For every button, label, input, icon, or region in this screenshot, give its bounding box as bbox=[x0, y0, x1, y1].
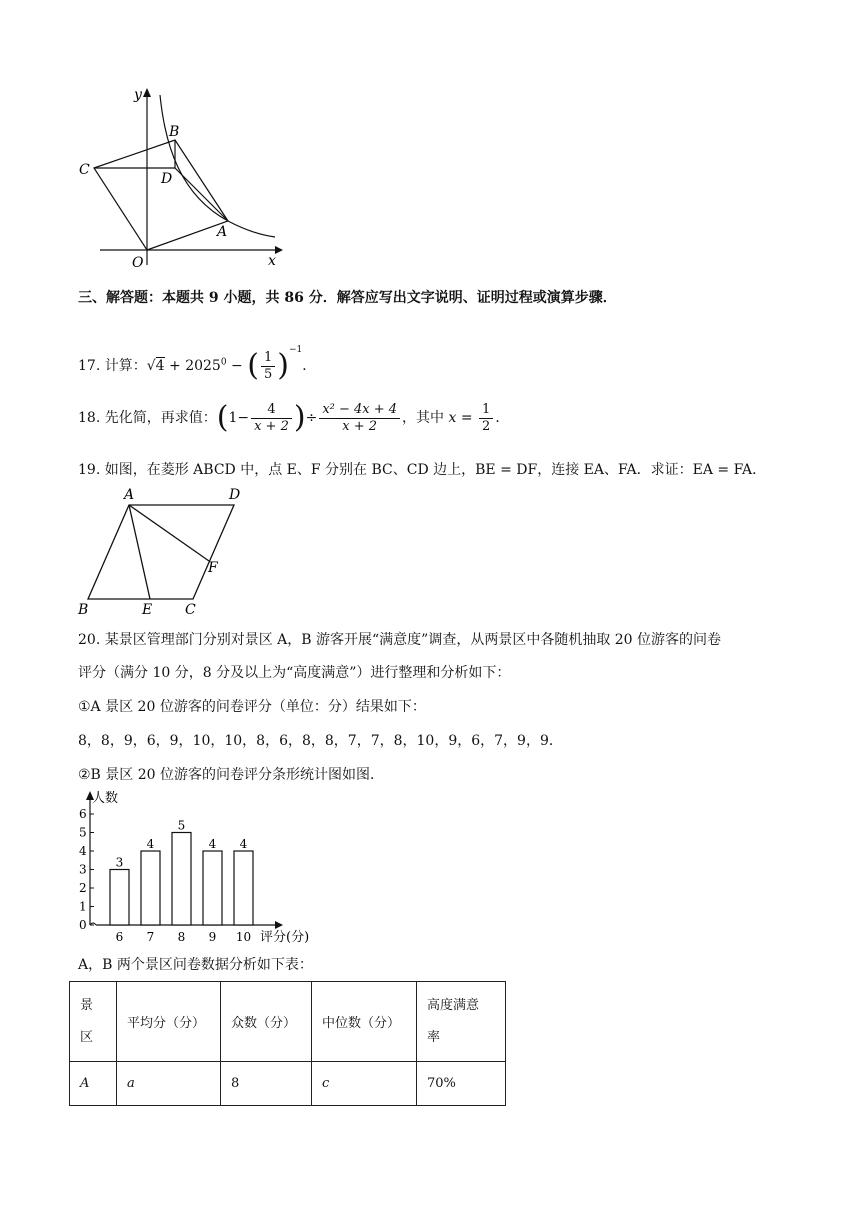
table-cell: 8 bbox=[221, 1062, 312, 1106]
y-tick-label: 4 bbox=[79, 844, 87, 858]
header-cell: 景区 bbox=[70, 982, 117, 1062]
question-20-line2: 评分（满分 10 分，8 分及以上为“高度满意”）进行整理和分析如下： bbox=[78, 665, 511, 681]
hyperbola-curve bbox=[160, 95, 275, 237]
header-cell: 高度满意率 bbox=[417, 982, 506, 1062]
segment-DA bbox=[175, 168, 228, 221]
q20-scores: 8，8，9，6，9，10，10，8，6，8，8，7，7，8，10，9，6，7，9，9． bbox=[78, 733, 563, 749]
fraction: $\frac{\text{x² − 4x + 4}}{x + 2}$ bbox=[319, 402, 400, 435]
chart-x-axis-arrow bbox=[275, 921, 283, 929]
header-cell: 中位数（分） bbox=[312, 982, 417, 1062]
x-tick-label: 6 bbox=[115, 930, 124, 944]
label-E: E bbox=[142, 602, 153, 618]
function-graph-figure bbox=[70, 85, 290, 275]
label-O: O bbox=[132, 255, 144, 271]
q20-item2: ②B 景区 20 位游客的问卷评分条形统计图如图． bbox=[78, 767, 385, 783]
bar-data-label: 4 bbox=[208, 837, 217, 851]
stats-table bbox=[69, 981, 506, 1106]
rhombus-ABCD bbox=[88, 505, 234, 599]
x-axis-title: 评分(分) bbox=[260, 930, 310, 945]
header-cell: 平均分（分） bbox=[117, 982, 221, 1062]
question-17: 17. 计算：$√4 + 2025^0$ − ( $\frac{1}{5}$ )$^{-1}$． bbox=[78, 345, 317, 383]
y-tick-label: 1 bbox=[79, 899, 87, 914]
sqrt-sign: √ bbox=[146, 358, 156, 374]
y-tick-label: 5 bbox=[79, 825, 87, 840]
y-tick-label: 3 bbox=[79, 862, 87, 877]
table-cell: A bbox=[70, 1062, 117, 1106]
label-B: B bbox=[169, 124, 180, 140]
bar bbox=[172, 833, 191, 926]
bar bbox=[203, 851, 222, 925]
rhombus-figure bbox=[72, 484, 262, 619]
header-cell: 众数（分） bbox=[221, 982, 312, 1062]
x-tick-label: 7 bbox=[146, 930, 155, 944]
table-header-row bbox=[70, 982, 506, 1062]
table-row bbox=[70, 1062, 506, 1106]
y-tick-label: 0 bbox=[79, 918, 87, 932]
fraction: $\frac{1}{5}$ bbox=[261, 350, 275, 383]
bar-data-label: 5 bbox=[177, 818, 186, 833]
table-intro: A，B 两个景区问卷数据分析如下表： bbox=[78, 957, 313, 973]
label-B: B bbox=[78, 602, 89, 618]
rhombus-OABC bbox=[94, 140, 228, 250]
label-D: D bbox=[161, 171, 173, 187]
y-axis-arrow bbox=[143, 88, 151, 97]
label-x: x bbox=[268, 253, 276, 269]
bar-data-label: 4 bbox=[239, 837, 248, 851]
bar-data-label: 3 bbox=[115, 855, 124, 870]
x-tick-label: 10 bbox=[235, 930, 252, 944]
label-y: y bbox=[134, 87, 142, 103]
bar bbox=[234, 851, 253, 925]
q20-item1: ①A 景区 20 位游客的问卷评分（单位：分）结果如下： bbox=[78, 699, 426, 715]
y-tick-label: 6 bbox=[79, 807, 87, 821]
bar bbox=[141, 851, 160, 925]
label-A: A bbox=[217, 224, 228, 240]
fraction: $\frac{1}{2}$ bbox=[479, 402, 493, 435]
question-18: 18. 先化简，再求值：(1− $\frac{4}{x + 2}$ )÷ $\frac{\text{x² − 4x + 4}}{x + 2}$ ，其中 x = $\frac{1}{2}$ ． bbox=[78, 400, 510, 435]
question-19: 19. 如图，在菱形 ABCD 中，点 E、F 分别在 BC、CD 边上，BE = DF，连接 EA、FA．求证：EA = FA． bbox=[78, 462, 767, 478]
fraction: $\frac{4}{x + 2}$ bbox=[251, 402, 292, 435]
y-tick-label: 2 bbox=[79, 881, 87, 895]
section-title: 三、解答题：本题共 9 小题，共 86 分．解答应写出文字说明、证明过程或演算步骤． bbox=[78, 290, 617, 306]
x-tick-label: 8 bbox=[177, 930, 186, 944]
y-axis-title: 人数 bbox=[92, 791, 119, 806]
label-F: F bbox=[208, 560, 218, 576]
bar bbox=[110, 870, 129, 926]
label-A: A bbox=[124, 487, 135, 503]
x-axis-arrow bbox=[275, 246, 283, 254]
bar-chart bbox=[70, 788, 330, 948]
bar-data-label: 4 bbox=[146, 837, 155, 851]
label-C: C bbox=[185, 602, 196, 618]
table-cell: a bbox=[117, 1062, 221, 1106]
question-20-line1: 20. 某景区管理部门分别对景区 A，B 游客开展“满意度”调查，从两景区中各随机抽取 20 位游客的问卷 bbox=[78, 632, 722, 648]
label-C: C bbox=[79, 162, 90, 178]
x-tick-label: 9 bbox=[208, 930, 217, 944]
label-D: D bbox=[229, 487, 241, 503]
table-cell: c bbox=[312, 1062, 417, 1106]
segment-AF bbox=[129, 505, 209, 561]
segment-AE bbox=[129, 505, 150, 599]
table-cell: 70% bbox=[417, 1062, 506, 1106]
